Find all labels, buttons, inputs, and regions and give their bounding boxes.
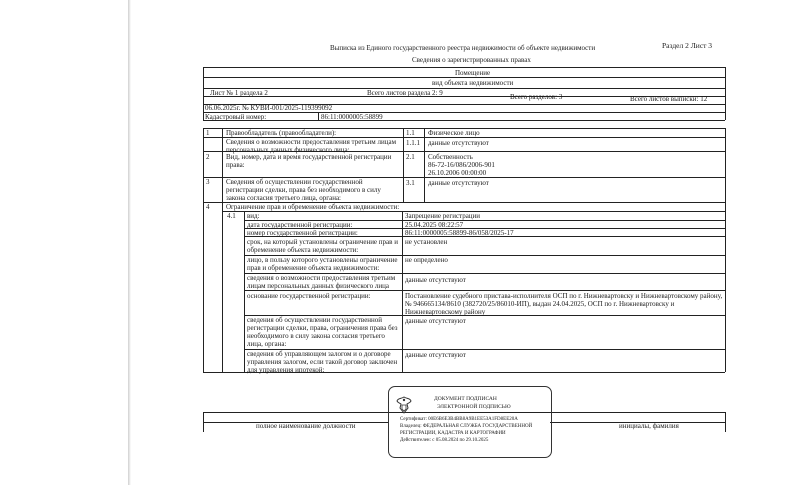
restriction-basis-label: основание государственной регистрации: — [247, 292, 371, 300]
row-3-label: Сведения об осуществлении государственной регистрации сделки, права без необходимого в силу закона согласия третьего лица, органа: — [226, 178, 381, 202]
document-title: Выписка из Единого государственного реестра недвижимости об объекте недвижимости — [330, 44, 596, 52]
object-kind: Помещение — [455, 69, 491, 77]
restriction-pledge-value: данные отсутствуют — [405, 351, 466, 359]
restriction-term-value: не установлен — [405, 238, 448, 246]
restriction-number-label: номер государственной регистрации: — [247, 229, 358, 237]
row-2-number: 2 — [206, 153, 210, 161]
restriction-personal-data-value: данные отсутствуют — [405, 276, 466, 284]
row-3-number: 3 — [206, 178, 210, 186]
stamp-line-5: РЕГИСТРАЦИИ, КАДАСТРА И КАРТОГРАФИИ — [400, 431, 506, 436]
row-1-label: Правообладатель (правообладатели): — [226, 129, 337, 137]
row-1-number: 1 — [206, 129, 210, 137]
cadastral-number: 86:11:0000005:58899 — [321, 113, 383, 121]
sheet-number: Лист № 1 раздела 2 — [210, 89, 268, 97]
row-3-sub: 3.1 — [406, 179, 415, 187]
object-kind-caption: вид объекта недвижимости — [432, 79, 514, 87]
row-1-value: Физическое лицо — [428, 129, 480, 137]
restriction-consent-label: сведения об осуществлении государственной регистрации сделки, права, ограничения права без необходимого в силу закона согласия третьего лица, органа: — [247, 316, 398, 348]
row-2-label: Вид, номер, дата и время государственной регистрации права: — [226, 153, 392, 169]
restriction-number-value: 86:11:0000005:58899-86/058/2025-17 — [405, 229, 514, 237]
row-1-sub: 1.1 — [406, 129, 415, 137]
coat-of-arms-icon — [395, 395, 413, 415]
document-id: 06.06.2025г. № КУВИ-001/2025-119399092 — [205, 104, 333, 112]
row-1b-sub: 1.1.1 — [406, 139, 420, 147]
document-subtitle: Сведения о зарегистрированных правах — [412, 56, 531, 64]
restriction-date-value: 25.04.2025 08:22:57 — [405, 221, 464, 229]
name-caption: инициалы, фамилия — [619, 422, 679, 430]
stamp-line-6: Действителен: с 05.08.2024 по 29.10.2025 — [400, 438, 489, 443]
restriction-term-label: срок, на который установлены ограничение прав и обременение объекта недвижимости: — [247, 238, 398, 254]
row-2-right-number: 86-72-16/086/2006-901 — [428, 161, 495, 169]
row-2-right-date: 26.10.2006 00:00:00 — [428, 169, 487, 177]
restriction-pledge-label: сведения об управляющем залогом и о договоре управления залогом, если такой договор заключен для управления ипотекой: — [247, 350, 398, 374]
total-sheets-section: Всего листов раздела 2: 9 — [367, 89, 443, 97]
restriction-personal-data-label: сведения о возможности предоставления третьим лицам персональных данных физического лица — [247, 274, 396, 290]
row-4-label: Ограничение прав и обременение объекта недвижимости: — [226, 203, 400, 211]
row-3-value: данные отсутствуют — [428, 179, 489, 187]
row-2-right-kind: Собственность — [428, 153, 473, 161]
restriction-type-label: вид: — [247, 212, 260, 220]
electronic-signature-stamp — [388, 386, 552, 458]
scan-edge-shadow — [128, 0, 131, 485]
stamp-line-3: Сертификат: 00Е6В6ЕЗВ4ВВ8А9В1ЕЕ5ЗА1FD8ЕЕ20А — [400, 417, 518, 422]
row-2-sub: 2.1 — [406, 153, 415, 161]
restriction-basis-value: Постановление судебного пристава-исполнителя ОСП по г. Нижневартовску и Нижневартовскому району, № 946665134/8610 (382720/25/86010-ИП), выдан 24.04.2025, ОСП по г. Нижневартовску и Нижневартовскому району — [405, 292, 723, 316]
sheet-indicator: Раздел 2 Лист 3 — [662, 41, 713, 50]
position-caption: полное наименование должности — [256, 422, 356, 430]
row-4-number: 4 — [206, 203, 210, 211]
cadastral-label: Кадастровый номер: — [205, 113, 267, 121]
total-sheets-extract: Всего листов выписки: 12 — [630, 95, 708, 103]
restriction-consent-value: данные отсутствуют — [405, 317, 466, 325]
restriction-beneficiary-label: лицо, в пользу которого установлены ограничение прав и обременение объекта недвижимости: — [247, 256, 398, 272]
stamp-line-4: Владелец: ФЕДЕРАЛЬНАЯ СЛУЖБА ГОСУДАРСТВЕННОЙ — [400, 424, 533, 429]
row-1b-value: данные отсутствуют — [428, 139, 489, 147]
restriction-type-value: Запрещение регистрации — [405, 212, 481, 220]
restriction-sub: 4.1 — [227, 212, 236, 220]
total-sections: Всего разделов: 3 — [510, 93, 563, 101]
stamp-line-2: ЭЛЕКТРОННОЙ ПОДПИСЬЮ — [437, 404, 511, 410]
restriction-date-label: дата государственной регистрации: — [247, 221, 353, 229]
stamp-line-1: ДОКУМЕНТ ПОДПИСАН — [434, 396, 497, 402]
restriction-beneficiary-value: не определено — [405, 256, 448, 264]
row-1b-label: Сведения о возможности предоставления третьим лицам персональных данных физического лица: — [226, 138, 397, 154]
